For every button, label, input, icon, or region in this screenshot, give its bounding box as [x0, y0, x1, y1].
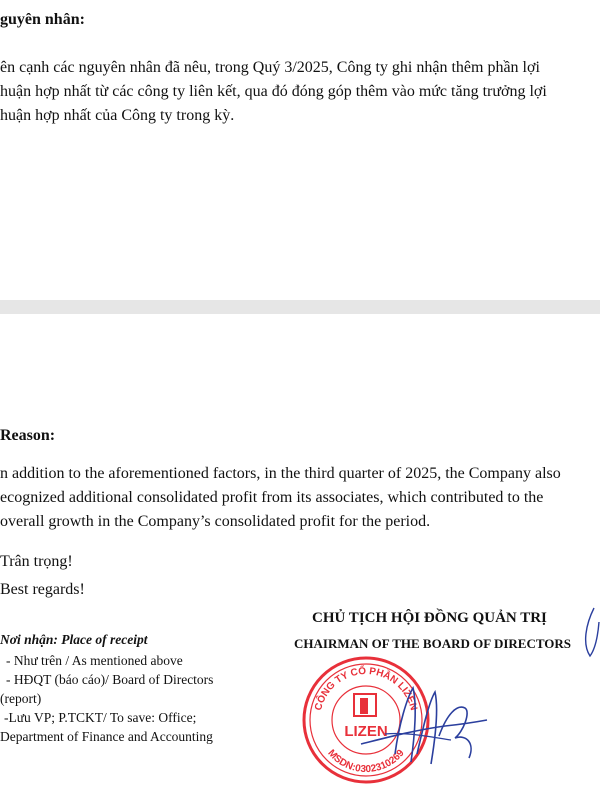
stamp-code-text: MSDN:0302310269	[325, 747, 407, 776]
recipient-item-4: -Lưu VP; P.TCKT/ To save: Office;	[4, 710, 197, 725]
paragraph-line-vi-3: huận hợp nhất của Công ty trong kỳ.	[0, 107, 235, 124]
recipients-title: Nơi nhận: Place of receipt	[0, 632, 148, 647]
stamp-brand-text: LIZEN	[344, 723, 388, 740]
heading-en: Reason:	[0, 427, 56, 444]
closing-vi: Trân trọng!	[0, 553, 73, 570]
heading-vi: guyên nhân:	[0, 11, 85, 28]
recipient-item-3: (report)	[0, 691, 42, 706]
paragraph-line-vi-1: ên cạnh các nguyên nhân đã nêu, trong Quý 3/2025, Công ty ghi nhận thêm phần lợi	[0, 59, 540, 76]
paragraph-line-en-2: ecognized additional consolidated profit from its associates, which contributed to the	[0, 489, 544, 506]
signature-edge-stroke	[580, 604, 600, 664]
recipient-item-2: - HĐQT (báo cáo)/ Board of Directors	[6, 672, 214, 687]
page-section-english	[0, 314, 600, 800]
recipient-item-1: - Như trên / As mentioned above	[6, 653, 183, 668]
closing-en: Best regards!	[0, 581, 85, 598]
page-divider	[0, 300, 600, 314]
chairman-signature	[355, 674, 495, 774]
paragraph-line-en-1: n addition to the aforementioned factors, in the third quarter of 2025, the Company also	[0, 465, 561, 482]
recipient-item-5: Department of Finance and Accounting	[0, 729, 213, 744]
signatory-title-en: CHAIRMAN OF THE BOARD OF DIRECTORS	[294, 636, 571, 651]
paragraph-line-vi-2: huận hợp nhất từ các công ty liên kết, qua đó đóng góp thêm vào mức tăng trưởng lợi	[0, 83, 547, 100]
signatory-title-vi: CHỦ TỊCH HỘI ĐỒNG QUẢN TRỊ	[312, 610, 547, 626]
page-section-vietnamese	[0, 0, 600, 300]
stamp-company-text: CÔNG TY CỔ PHẦN LIZEN	[313, 665, 419, 712]
paragraph-line-en-3: overall growth in the Company’s consolidated profit for the period.	[0, 513, 431, 530]
